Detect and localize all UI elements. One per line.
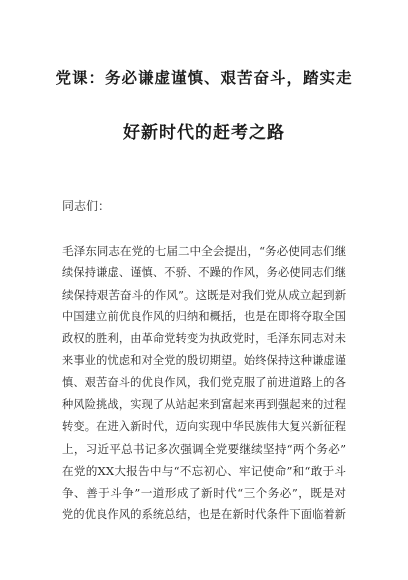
body-line: 上，习近平总书记多次强调全党要继续坚持“两个务必” — [62, 442, 346, 456]
body-line: 来事业的忧虑和对全党的殷切期望。始终保持这种谦虚谨 — [62, 354, 346, 367]
salutation: 同志们： — [62, 199, 111, 213]
body-line: 慎、艰苦奋斗的优良作风，我们党克服了前进道路上的各 — [62, 376, 346, 389]
body-line: 党的优良作风的系统总结，也是在新时代条件下面临着新 — [62, 508, 346, 521]
body-line: 争、善于斗争”一道形成了新时代“三个务必”，既是对 — [62, 486, 346, 500]
body-line: 政权的胜利，由革命党转变为执政党时，毛泽东同志对未 — [62, 332, 346, 345]
document-title-line-2: 好新时代的赶考之路 — [123, 123, 285, 143]
body-line: 续保持艰苦奋斗的作风”。这既是对我们党从成立起到新 — [62, 288, 347, 302]
body-line: 种风险挑战，实现了从站起来到富起来再到强起来的过程 — [62, 398, 346, 411]
body-line: 续保持谦虚、谨慎、不骄、不躁的作风，务必使同志们继 — [62, 266, 346, 279]
body-line: 在党的XX大报告中与“不忘初心、牢记使命”和“敢于斗 — [62, 464, 346, 478]
body-line: 毛泽东同志在党的七届二中全会提出，“务必使同志们继 — [62, 244, 347, 258]
body-line: 转变。在进入新时代，迈向实现中华民族伟大复兴新征程 — [62, 420, 346, 433]
document-title-line-1: 党课：务必谦虚谨慎、艰苦奋斗，踏实走 — [55, 69, 353, 87]
body-line: 中国建立前优良作风的归纳和概括，也是在即将夺取全国 — [62, 310, 346, 323]
